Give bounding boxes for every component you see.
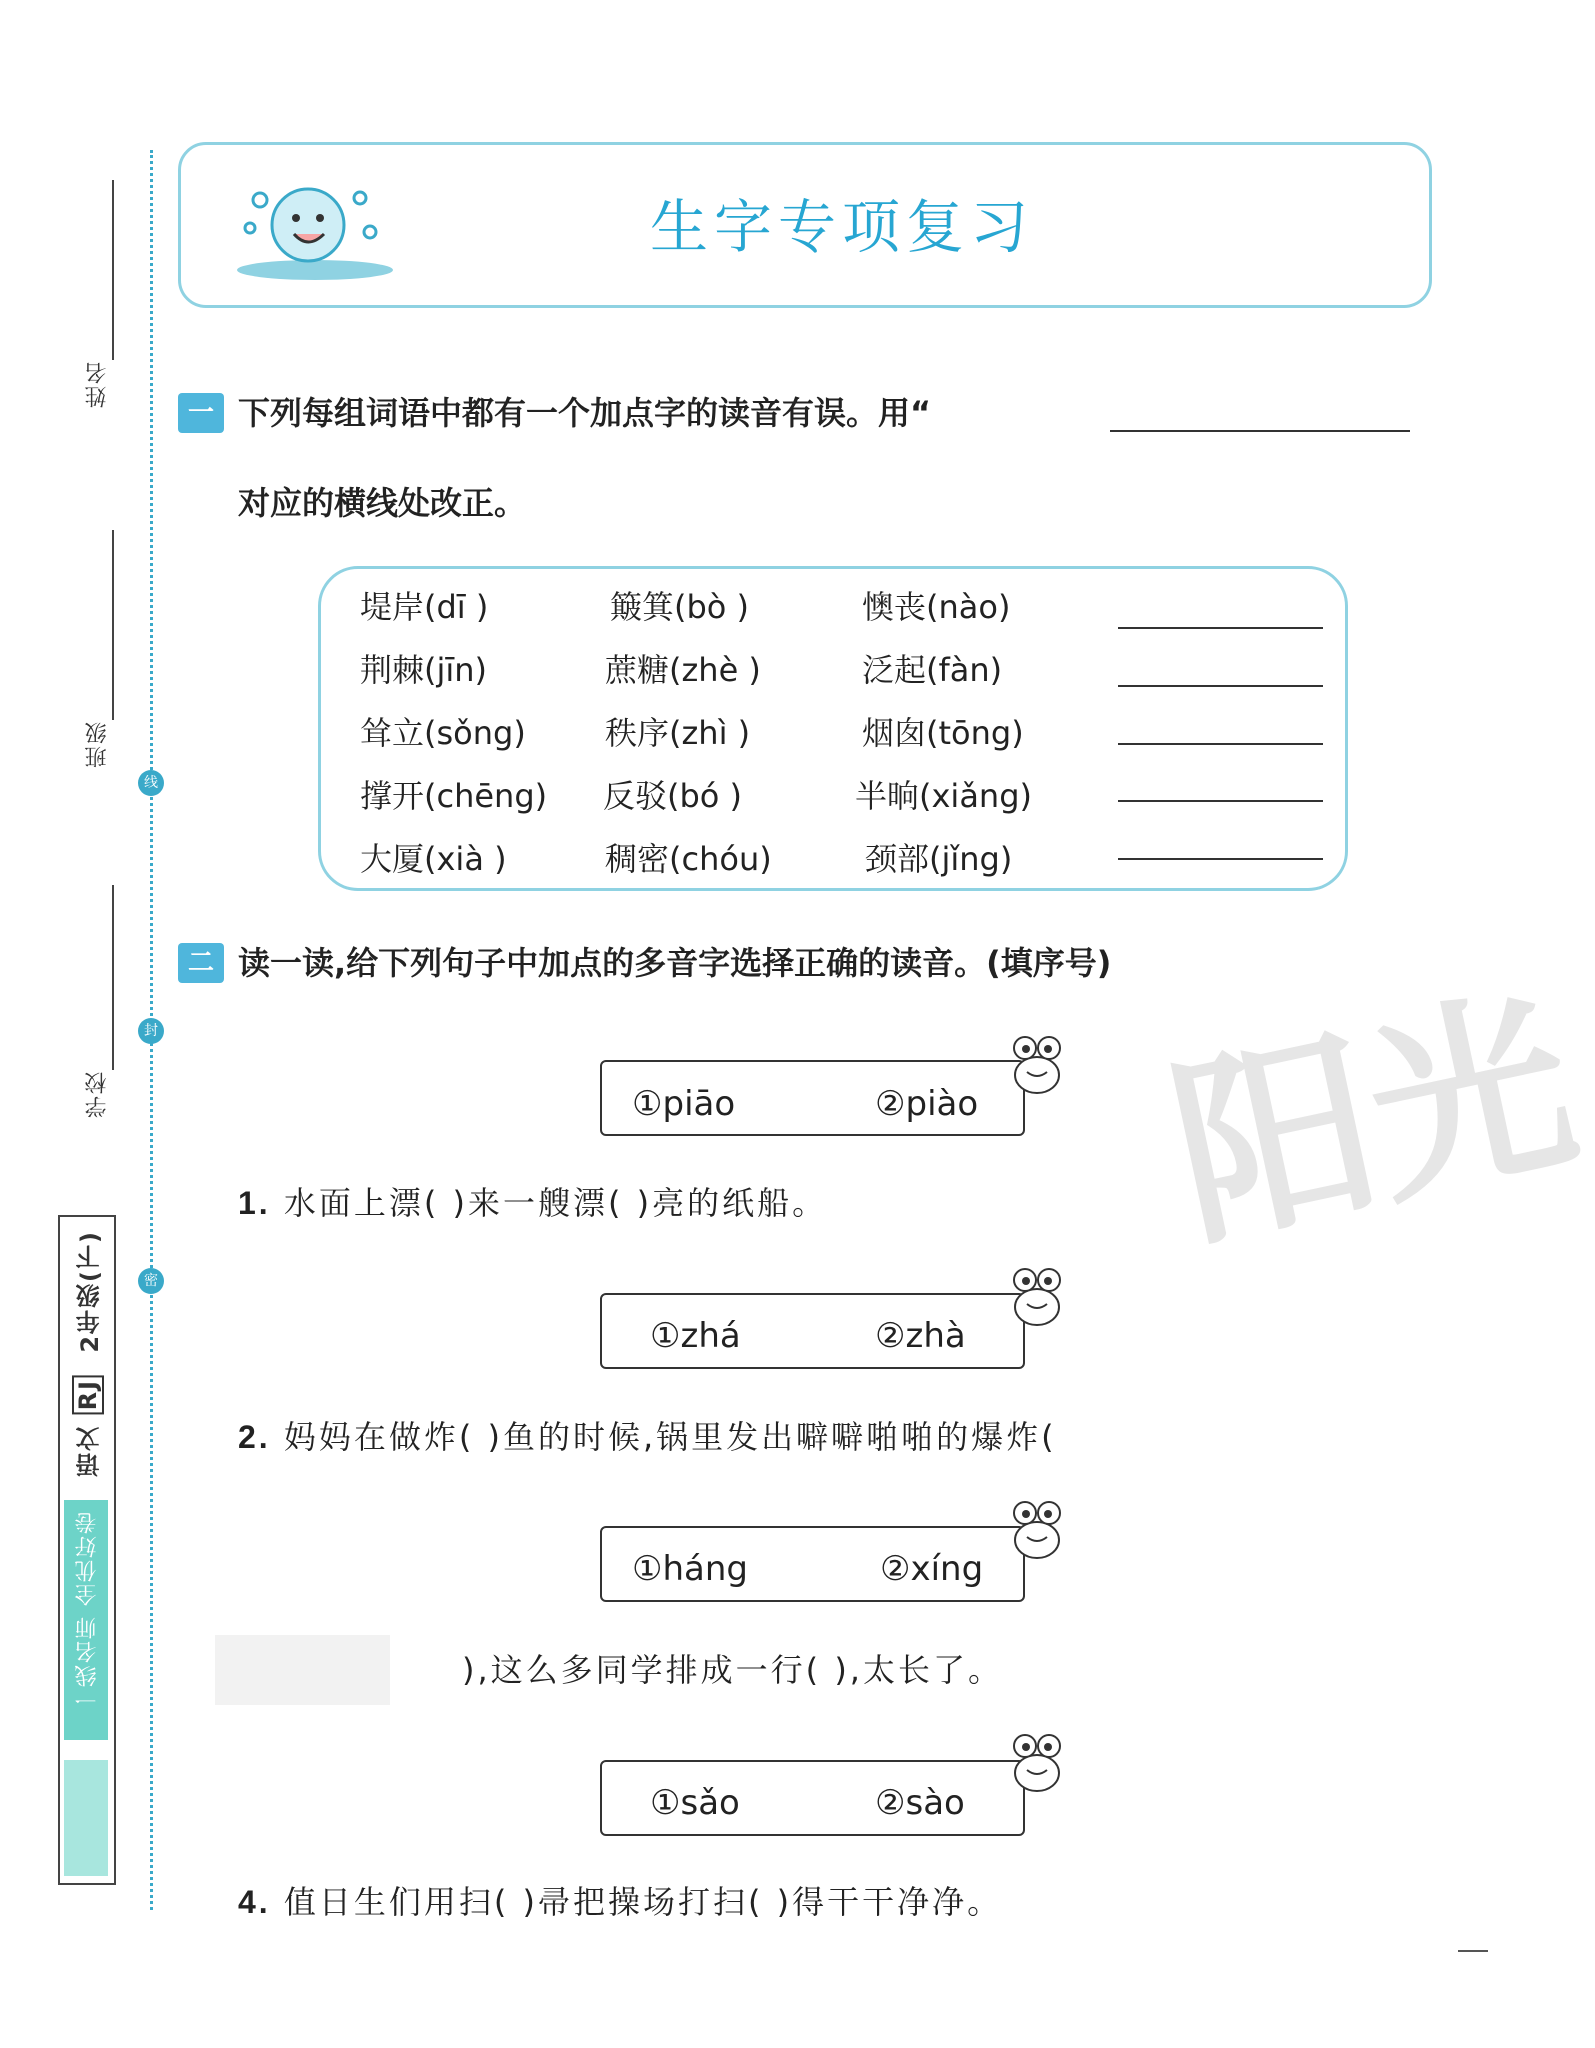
answer-line-4[interactable] xyxy=(1118,800,1323,802)
option-1a: ①piāo xyxy=(632,1084,736,1124)
word-r1-c1: 堤岸(dī ) xyxy=(360,588,489,626)
sentence-3-text: ),这么多同学排成一行( ),太长了。 xyxy=(462,1651,1003,1689)
sentence-1-text: 水面上漂( )来一艘漂( )亮的纸船。 xyxy=(283,1184,828,1222)
option-1b: ②piào xyxy=(875,1084,979,1124)
sentence-2-number: 2. xyxy=(238,1419,271,1455)
word-r3-c3: 烟囱(tōng) xyxy=(862,714,1024,752)
sentence-1-number: 1. xyxy=(238,1185,271,1221)
word-r4-c1: 撑开(chēng) xyxy=(360,777,548,815)
section1-badge: 一 xyxy=(178,393,224,433)
school-label: 学校 xyxy=(85,1070,110,1118)
answer-line-3[interactable] xyxy=(1118,743,1323,745)
answer-line-5[interactable] xyxy=(1118,858,1323,860)
section1-instruction-line1: 下列每组词语中都有一个加点字的读音有误。用“ xyxy=(238,394,932,432)
sentence-3 xyxy=(462,1645,1003,1691)
word-r2-c2: 蔗糖(zhè ) xyxy=(605,651,761,689)
sentence-2-text: 妈妈在做炸( )鱼的时候,锅里发出噼噼啪啪的爆炸( xyxy=(283,1418,1057,1456)
book-subject: 语文 xyxy=(76,1425,104,1477)
name-label: 姓名 xyxy=(85,360,110,408)
word-r2-c1: 荆棘(jīn) xyxy=(360,651,488,689)
book-edition: RJ xyxy=(72,1375,104,1414)
watermark: 阳光 xyxy=(1153,964,1594,1276)
word-r4-c3: 半晌(xiǎng) xyxy=(855,777,1033,815)
word-r3-c1: 耸立(sǒng) xyxy=(360,714,526,752)
frog-icon xyxy=(1005,1030,1070,1100)
scan-blank-patch xyxy=(215,1635,390,1705)
frog-icon xyxy=(1005,1495,1070,1565)
class-label: 班级 xyxy=(85,720,110,768)
word-r1-c3: 懊丧(nào) xyxy=(862,588,1011,626)
seal-mark-seal: 封 xyxy=(138,1018,164,1044)
name-line xyxy=(112,180,114,360)
sentence-4-number: 4. xyxy=(238,1884,271,1920)
word-r2-c3: 泛起(fàn) xyxy=(862,651,1003,689)
word-r3-c2: 秩序(zhì ) xyxy=(605,714,751,752)
seal-mark-line: 线 xyxy=(138,770,164,796)
instruction-underline xyxy=(1110,430,1410,432)
seal-mark-secret: 密 xyxy=(138,1268,164,1294)
frog-icon xyxy=(1005,1262,1070,1332)
option-3b: ②xíng xyxy=(880,1549,984,1589)
sentence-4-text: 值日生们用扫( )帚把操场打扫( )得干干净净。 xyxy=(283,1883,1003,1921)
option-4b: ②sào xyxy=(875,1783,965,1823)
page-title: 生字专项复习 xyxy=(650,193,1035,261)
sentence-4 xyxy=(238,1877,1002,1923)
section2-badge: 二 xyxy=(178,943,224,983)
answer-line-1[interactable] xyxy=(1118,627,1323,629)
section1-instruction-line2: 对应的横线处改正。 xyxy=(238,484,527,522)
book-grade: 2年级(下) xyxy=(76,1230,104,1353)
book-series-band-light xyxy=(64,1760,108,1876)
word-r5-c3: 颈部(jǐng) xyxy=(865,840,1013,878)
sentence-1 xyxy=(238,1178,827,1224)
answer-line-2[interactable] xyxy=(1118,685,1323,687)
word-r1-c2: 簸箕(bò ) xyxy=(610,588,750,626)
option-2a: ①zhá xyxy=(650,1316,741,1356)
school-line xyxy=(112,885,114,1070)
frog-icon xyxy=(1005,1728,1070,1798)
cartoon-drop-icon xyxy=(210,170,410,285)
book-series: 一线名师 全优好卷 xyxy=(75,1510,100,1711)
class-line xyxy=(112,530,114,720)
option-3a: ①háng xyxy=(632,1549,748,1589)
section2-instruction: 读一读,给下列句子中加点的多音字选择正确的读音。(填序号) xyxy=(238,944,1112,982)
word-r5-c1: 大厦(xià ) xyxy=(360,840,507,878)
option-4a: ①sǎo xyxy=(650,1783,740,1823)
word-r5-c2: 稠密(chóu) xyxy=(605,840,772,878)
word-r4-c2: 反驳(bó ) xyxy=(603,777,743,815)
option-2b: ②zhà xyxy=(875,1316,966,1356)
sentence-2 xyxy=(238,1412,1057,1458)
page-edge-mark xyxy=(1458,1950,1488,1952)
